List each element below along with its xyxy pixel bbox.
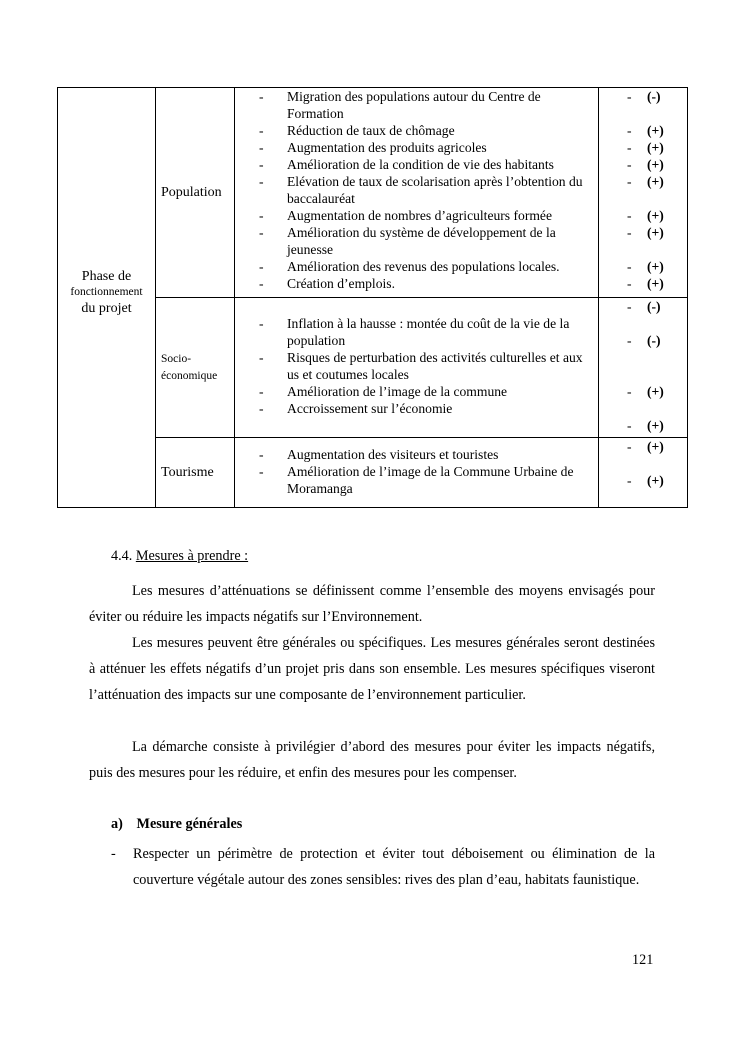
effect-item: - (+) xyxy=(627,174,664,189)
effect-item: - (+) xyxy=(627,208,664,223)
category-population xyxy=(156,88,235,298)
effect-item: - (-) xyxy=(627,333,661,348)
paragraph-3: La démarche consiste à privilégier d’abord des mesures pour éviter les impacts négatifs, puis des mesures pour les réduire, et enfin des mesures pour les compenser. xyxy=(89,739,655,781)
effect-item: - (+) xyxy=(627,276,664,291)
subsection-label: a) xyxy=(111,816,123,832)
effect-spacer xyxy=(627,400,687,417)
paragraph-1: Les mesures d’atténuations se définissent comme l’ensemble des moyens envisagés pour éviter ou réduire les impacts négatifs sur l’Environnement. xyxy=(89,583,655,625)
list-item: - Migration des populations autour du Centre de Formation xyxy=(259,88,598,122)
list-item: - Amélioration de l’image de la commune xyxy=(259,383,598,400)
effect-list xyxy=(599,298,687,434)
bullet-item xyxy=(111,841,655,893)
effect-item: - (+) xyxy=(627,157,664,172)
phase-cell xyxy=(58,88,156,508)
list-item: - Augmentation des produits agricoles xyxy=(259,139,598,156)
list-item: - Elévation de taux de scolarisation après l’obtention du baccalauréat xyxy=(259,173,598,207)
list-item: - Amélioration du système de développement de la jeunesse xyxy=(259,224,598,258)
effect-list xyxy=(599,438,687,489)
effect-item: - (+) xyxy=(627,473,664,488)
section-heading xyxy=(111,548,248,565)
list-item: - Risques de perturbation des activités culturelles et aux us et coutumes locales xyxy=(259,349,598,383)
subsection-heading xyxy=(111,816,242,833)
category-label: Population xyxy=(161,185,222,200)
page-number: 121 xyxy=(632,952,654,968)
category-socio-economique xyxy=(156,298,235,438)
effect-spacer xyxy=(627,190,687,207)
table-row-population xyxy=(58,88,688,298)
impact-table xyxy=(57,87,688,508)
section-title: Mesures à prendre : xyxy=(135,548,249,564)
list-item: - Augmentation de nombres d’agriculteurs formée xyxy=(259,207,598,224)
effect-spacer xyxy=(627,241,687,258)
list-item: - Amélioration de l’image de la Commune Urbaine de Moramanga xyxy=(259,463,598,497)
section-number: 4.4. xyxy=(111,548,133,564)
subsection-title: Mesure générales xyxy=(136,816,243,832)
phase-label-line1: Phase de xyxy=(81,269,132,284)
impact-list xyxy=(235,315,598,417)
bullet-text: Respecter un périmètre de protection et éviter tout déboisement ou élimination de la couverture végétale autour des zones sensibles: rives des plan d’eau, habitats faunistique. xyxy=(133,846,655,888)
effect-list xyxy=(599,88,687,292)
list-item: - Amélioration de la condition de vie des habitants xyxy=(259,156,598,173)
effect-item: - (-) xyxy=(627,89,661,104)
category-label: Tourisme xyxy=(161,465,214,480)
effect-spacer xyxy=(627,366,687,383)
effects-cell xyxy=(599,298,688,438)
phase-label-line3: du projet xyxy=(81,301,132,316)
category-label-line1: Socio- xyxy=(161,352,192,365)
impact-list xyxy=(235,446,598,497)
impacts-cell xyxy=(235,88,599,298)
effect-spacer xyxy=(627,315,687,332)
effect-item: - (+) xyxy=(627,384,664,399)
list-item: - Création d’emplois. xyxy=(259,275,598,292)
paragraph-2: Les mesures peuvent être générales ou spécifiques. Les mesures générales seront destinées à atténuer les effets négatifs d’un projet pris dans son ensemble. Les mesures spécifiques viseront l’atténuation des impacts sur une composante de l’environnement particulier. xyxy=(89,635,655,703)
effect-item: - (+) xyxy=(627,418,664,433)
effect-spacer xyxy=(627,105,687,122)
category-label-line2: économique xyxy=(161,369,218,382)
category-tourisme xyxy=(156,438,235,508)
bullet-dash: - xyxy=(111,846,116,862)
effect-item: - (+) xyxy=(627,439,664,454)
effect-item: - (+) xyxy=(627,140,664,155)
effect-item: - (+) xyxy=(627,123,664,138)
effect-spacer xyxy=(627,349,687,366)
effect-item: - (+) xyxy=(627,225,664,240)
list-item: - Accroissement sur l’économie xyxy=(259,400,598,417)
impacts-cell xyxy=(235,298,599,438)
impact-list xyxy=(235,88,598,292)
list-item: - Inflation à la hausse : montée du coût de la vie de la population xyxy=(259,315,598,349)
list-item: - Réduction de taux de chômage xyxy=(259,122,598,139)
effect-item: - (+) xyxy=(627,259,664,274)
list-item: - Augmentation des visiteurs et touristes xyxy=(259,446,598,463)
effect-item: - (-) xyxy=(627,299,661,314)
effects-cell xyxy=(599,88,688,298)
effects-cell xyxy=(599,438,688,508)
impacts-cell xyxy=(235,438,599,508)
list-item: - Amélioration des revenus des populations locales. xyxy=(259,258,598,275)
phase-label-line2: fonctionnement xyxy=(70,286,143,298)
effect-spacer xyxy=(627,455,687,472)
